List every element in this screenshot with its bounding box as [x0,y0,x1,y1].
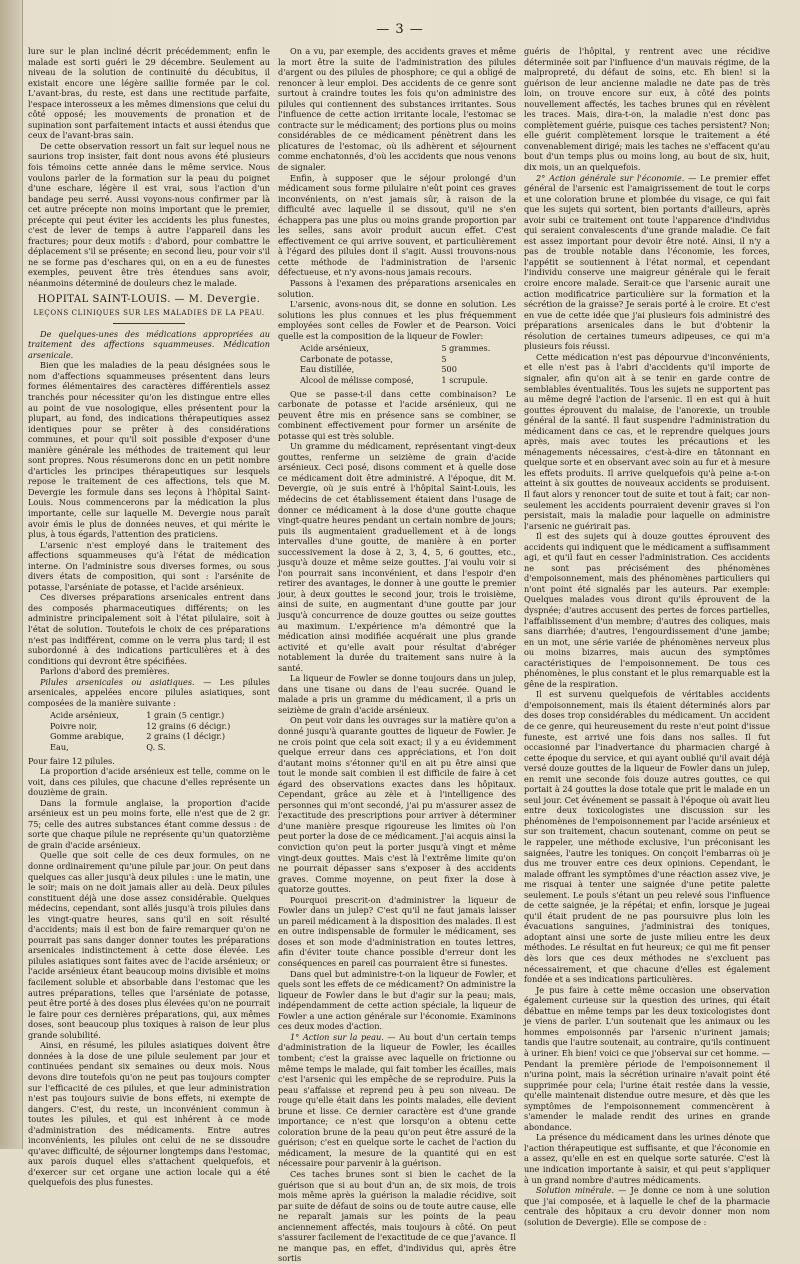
paragraph [524,173,770,352]
paragraph: Cette médication n'est pas dépourvue d'inconvénients, et elle n'est pas à l'abri d'accidents qu'il importe de signaler, afin qu'on ait à se tenir en garde contre de semblables éventualités. Tous les sujets ne supportent pas au même degré l'action de l'arsenic. Il en est qui à huit gouttes éprouvent du malaise, de l'anorexie, un trouble général de la santé. Il faut suspendre l'administration du médicament dans ce cas, et le reprendre quelques jours après, mais avec toutes les précautions et les ménagements nécessaires, c'est-à-dire en tâtonnant en quelque sorte et en observant avec soin au fur et à mesure les effets produits. Il arrive quelquefois qu'à peine a-t-on atteint à six gouttes de nouveaux accidents se produisent. Il faut alors y renoncer tout de suite et tout à fait; car non-seulement les accidents pourraient devenir graves si l'on persistait, mais la maladie pour laquelle on administre l'arsenic ne guérirait pas. [524,351,770,531]
ingredient: Acide arsénieux, [50,710,119,721]
column-2 [278,46,516,1264]
paragraph [524,1185,770,1227]
paragraph: Que se passe-t-il dans cette combinaison? Le carbonate de potasse et l'acide arsénieux, qui ne peuvent être mis en présence sans se combiner, se combinent effectivement pour former un arsénite de potasse qui est très soluble. [278,388,516,441]
page-binding-edge [0,0,23,1149]
ingredient: Eau distillée, [300,364,355,375]
paragraph: lure sur le plan incliné décrit précédemment; enfin le malade est sorti guéri le 29 décembre. Seulement au niveau de la solution de continuité du décubitus, il existait encore une légère saillie formée par le col. L'avant-bras, du reste, est dans une rectitude parfaite, l'espace interosseux a les mêmes dimensions que celui du côté opposé; les mouvements de pronation et de supination sont parfaitement intacts et aussi étendus que ceux de l'avant-bras sain. [28,46,270,141]
paragraph: Il est des sujets qui à douze gouttes éprouvent des accidents qui indiquent que le médicament a suffisamment agi, et qu'il faut en cesser l'administration. Ces accidents ne sont pas précisément des phénomènes d'empoisonnement, mais des phénomènes particuliers qui n'ont point été signalés par les auteurs. Par exemple: Quelques malades vous diront qu'ils éprouvent de la dyspnée; d'autres accusent des pertes de forces partielles, l'affaiblissement d'un membre; d'autres des coliques, mais sans diarrhée; d'autres, l'engourdissement d'une jambe; en un mot, une série variée de phénomènes nerveux plus ou moins bizarres, mais aucun des symptômes caractéristiques de l'empoisonnement. De tous ces phénomènes, le plus constant et le plus remarquable est la gêne de la respiration. [524,531,770,689]
quantity: 2 grains (1 décigr.) [146,731,226,742]
ingredient: Gomme arabique, [50,731,124,742]
paragraph: Dans la formule anglaise, la proportion d'acide arsénieux est un peu moins forte, elle n'est que de 2 gr. 75; celle des autres substances étant comme dessus : de sorte que chaque pilule ne représente qu'un quatorzième de grain d'acide arsénieux. [28,797,270,850]
paragraph: Ces diverses préparations arsenicales entrent dans des composés pharmaceutiques différents; on les administre principalement soit à l'état pilulaire, soit à l'état de solution. Toutefois le choix de ces préparations n'est pas indifférent, comme on le verra plus tard; il est subordonné à des indications particulières et à des conditions qui devront être spécifiées. [28,592,270,666]
section-lead: Pilules arsenicales ou asiatiques. [40,676,195,687]
paragraph: Ces taches brunes sont si bien le cachet de la guérison que si au bout d'un an, de six mois, de trois mois même après la guérison la maladie récidive, soit par suite de défaut de soins ou de toute autre cause, elle ne reparaît jamais sur les points de la peau anciennement affectés, mais toujours à côté. On peut s'assurer facilement de l'exactitude de ce que j'avance. Il ne manque pas, en effet, d'individus qui, après être sortis [278,1168,516,1264]
divider [113,323,186,324]
page-number: — 3 — [376,22,424,37]
paragraph: L'arsenic n'est employé dans le traitement des affections squammeuses qu'à l'état de médication interne. On l'administre sous diverses formes, ou sous divers états de composition, qui sont : l'arsénite de potasse, l'arséniate de potasse, et l'acide arsénieux. [28,539,270,592]
quantity: 500 [441,364,457,375]
column-3 [524,46,770,1227]
paragraph [28,677,270,709]
paragraph: De cette observation ressort un fait sur lequel nous ne saurions trop insister, fait dont nous avons été plusieurs fois témoins cette année dans le même service. Nous voulons parler de la formation sur la peau du poignet d'une eschare, légère il est vrai, sous l'action d'un bandage peu serré. Aussi voyons-nous confirmer par là cet autre précepte non moins important que le premier, précepte qui peut éviter les accidents les plus funestes, c'est de lever de temps à autre l'appareil dans les fractures; pour deux motifs : d'abord, pour combattre le déplacement s'il se présente; en second lieu, pour voir s'il ne se forme pas d'eschares qui, on en a eu de funestes exemples, peuvent être très étendues sans avoir, néanmoins déterminé de douleurs chez le malade. [28,140,270,289]
paragraph: La liqueur de Fowler se donne toujours dans un julep, dans une tisane ou dans de l'eau sucrée. Quand le malade a pris un gramme du médicament, il a pris un seizième de grain d'acide arsénieux. [278,673,516,715]
section-lead: Solution minérale. [536,1185,615,1196]
recipe-table [50,710,256,752]
section-text: — Je donne ce nom à une solution que j'ai composée, et à laquelle le chef de la pharmacie centrale des hôpitaux a cru devoir donner mon nom (solution de Devergie). Elle se compose de : [524,1185,770,1227]
paragraph: La présence du médicament dans les urines dénote que l'action thérapeutique est suffisante, et que l'économie en a assez, qu'elle en est en quelque sorte saturée. C'est là une indication importante à saisir, et qui peut s'appliquer à un grand nombre d'autres médicaments. [524,1132,770,1185]
ingredient: Carbonate de potasse, [300,353,394,364]
paragraph: Un gramme du médicament, représentant vingt-deux gouttes, renferme un seizième de grain d'acide arsénieux. Ceci posé, disons comment et à quelle dose ce médicament doit être administré. A l'époque, dit M. Devergie, où je suis entré à l'hôpital Saint-Louis, les médecins de cet établissement étaient dans l'usage de donner ce médicament à la dose d'une goutte chaque vingt-quatre heures pendant un certain nombre de jours; puis ils augmentaient graduellement et à de longs intervalles d'une goutte, de manière à en porter successivement la dose à 2, 3, 4, 5, 6 gouttes, etc., jusqu'à douze et même seize gouttes. J'ai voulu voir si l'on pourrait sans inconvénient, et dans l'espoir d'en retirer des avantages, le donner à une goutte le premier jour, à deux gouttes le second jour, trois le troisième, ainsi de suite, en augmentant d'une goutte par jour jusqu'à concurrence de douze gouttes ou seize gouttes au maximum. L'expérience m'a démontré que la médication ainsi modifiée acquérait une plus grande activité et qu'elle avait pour résultat d'abréger notablement la durée du traitement sans nuire à la santé. [278,441,516,673]
section-text: — Les pilules arsenicales, appelées encore pilules asiatiques, sont composées de la manière suivante : [28,676,270,708]
recipe-row [50,731,256,742]
quantity: 1 scrupule. [441,374,488,385]
paragraph: Pourquoi prescrit-on d'administrer la liqueur de Fowler dans un julep? C'est qu'il ne faut jamais laisser un pareil médicament à la disposition des malades. Il est en outre indispensable de formuler le médicament, ses doses et son mode d'administration en toutes lettres, afin d'éviter toute chance possible d'erreur dont les conséquences en pareil cas pourraient être si funestes. [278,894,516,969]
paragraph: guéris de l'hôpital, y rentrent avec une récidive déterminée soit par l'influence d'un mauvais régime, de la malpropreté, du défaut de soins, etc. Eh bien! si la guérison de leur ancienne maladie ne date pas de très loin, on trouve encore sur eux, à côté des points nouvellement affectés, les taches brunes qui en révèlent les traces. Mais, dira-t-on, la maladie n'est donc pas complètement guérie, puisque ces taches persistent? Non; elle guérit complètement lorsque le traitement a été convenablement dirigé; mais les taches ne s'effacent qu'au bout d'un temps plus ou moins long, au bout de six, huit, dix mois, un an quelquefois. [524,46,770,173]
ingredient: Acide arsénieux, [300,343,369,354]
paragraph: Bien que les maladies de la peau désignées sous le nom d'affections squammeuses présentent dans leurs formes élémentaires des caractères différentiels assez tranchés pour nécessiter qu'on les distingue entre elles au point de vue nosologique, elles présentent pour la plupart, au fond, des indications thérapeutiques assez identiques pour se prêter à des considérations communes, et pour qu'il soit possible d'exposer d'une manière générale les méthodes de traitement qui leur sont propres. Nous résumerons donc en un petit nombre d'articles les principes thérapeutiques sur lesquels repose le traitement de ces affections, tels que M. Devergie les formule dans ses leçons à l'hôpital Saint-Louis. Nous commencerons par la médication la plus importante, celle sur laquelle M. Devergie nous paraît avoir émis le plus de données neuves, et qui mérite le plus, à tous égards, l'attention des praticiens. [28,360,270,540]
paragraph: Enfin, à supposer que le séjour prolongé d'un médicament sous forme pilulaire n'eût point ces graves inconvénients, on n'est jamais sûr, à raison de la difficulté avec laquelle il se dissout, qu'il ne s'en échappera pas une plus ou moins grande proportion par les selles, sans avoir produit aucun effet. C'est effectivement ce qui arrive souvent, et particulièrement à l'égard des pilules dont il s'agit. Aussi trouvons-nous cette méthode de l'administration de l'arsenic défectueuse, et n'y avons-nous jamais recours. [278,172,516,278]
paragraph: Parlons d'abord des premières. [40,666,170,677]
paragraph: Quelle que soit celle de ces deux formules, on ne donne ordinairement qu'une pilule par jour. On peut dans quelques cas aller jusqu'à deux pilules : une le matin, une le soir; mais on ne doit jamais aller au delà. Deux pilules constituent déjà une dose assez considérable. Quelques médecins, cependant, sont allés jusqu'à trois pilules dans les vingt-quatre heures, sans qu'il en soit résulté d'accidents; mais il est bon de faire remarquer qu'on ne pourrait pas sans danger donner toutes les préparations arsenicales indistinctement à cette dose élevée. Les pilules asiatiques sont faites avec de l'acide arsénieux; or l'acide arsénieux étant beaucoup moins divisible et moins facilement soluble et absorbable dans l'estomac que les autres préparations, telles que l'arséniate de potasse, peut être porté à des doses plus élevées qu'on ne pourrait le faire pour ces dernières préparations, qui, aux mêmes doses, sont beaucoup plus toxiques à raison de leur plus grande solubilité. [28,850,270,1040]
recipe-row [50,742,256,753]
column-1 [28,46,270,1188]
recipe-row [50,721,256,732]
section-lead: 2° Action générale sur l'économie. [536,172,685,183]
paragraph: Dans quel but administre-t-on la liqueur de Fowler, et quels sont les effets de ce médicament? On administre la liqueur de Fowler dans le but d'agir sur la peau; mais, indépendamment de cette action spéciale, la liqueur de Fowler a une action générale sur l'économie. Examinons ces deux modes d'action. [278,968,516,1032]
section-text: — Le premier effet général de l'arsenic est l'amaigrissement de tout le corps et une coloration brune et plombée du visage, ce qui fait que les sujets qui sortent, bien portants d'ailleurs, après avoir subi ce traitement ont toute l'apparence d'individus qui seraient convalescents d'une grande maladie. Ce fait est assez important pour devoir être noté. Ainsi, il n'y a pas de trouble notable dans l'économie, les forces, l'appétit se soutiennent à l'état normal, et cependant l'individu conserve une maigreur générale qui le ferait croire encore malade. Serait-ce que l'arsenic aurait une action modificatrice particulière sur la formation et la sécrétion de la graisse? Je serais porté à le croire. Et c'est en vue de cette idée que j'ai plusieurs fois administré des préparations arsenicales dans le but d'obtenir la résolution de certaines tumeurs adipeuses, ce qui m'a plusieurs fois réussi. [524,172,770,352]
paragraph: Je pus faire à cette même occasion une observation également curieuse sur la question des urines, qui était débattue en même temps par les deux toxicologistes dont je viens de parler. L'un soutenait que les animaux ou les hommes empoisonnés par l'arsenic n'urinent jamais; tandis que l'autre soutenait, au contraire, qu'ils continuent à uriner. Eh bien! voici ce que j'observai sur cet homme. — Pendant la première période de l'empoisonnement il n'urina point, mais la sécrétion urinaire n'avait point été supprimée pour cela; l'urine était restée dans la vessie, qu'elle maintenait distendue outre mesure, et dès que les symptômes de l'empoisonnement commencèrent à s'amender le malade rendit des urines en grande abondance. [524,984,770,1132]
paragraph: Il est survenu quelquefois de véritables accidents d'empoisonnement, mais ils étaient déterminés alors par des doses trop considérables du médicament. Un accident de ce genre, qui heureusement du reste n'eut point d'issue funeste, est arrivé une fois dans nos salles. Il fut occasionné par l'inadvertance du pharmacien chargé à cette époque du service, et qui ayant oublié qu'il avait déjà versé douze gouttes de la liqueur de Fowler dans un julep, en remit une seconde fois douze autres gouttes, ce qui portait à 24 gouttes la dose totale que prit le malade en un seul jour. Cet événement se passait à l'époque où avait lieu entre deux toxicologistes une discussion sur les phénomènes de l'empoisonnement par l'acide arsénieux et sur son traitement, chacun soutenant, comme on peut se le rappeler, une méthode exclusive, l'un préconisant les saignées, l'autre les toniques. On conçoit l'embarras où je dus me trouver entre ces deux opinions. Cependant, le malade offrant les symptômes d'une réaction assez vive, je me risquai à tenter une saignée d'une petite palette seulement. Le pouls s'étant un peu relevé sous l'influence de cette saignée, je la répétai; et enfin, lorsque je jugeai qu'il était prudent de ne pas poursuivre plus loin les évacuations sanguines, j'administrai des toniques, adoptant ainsi une sorte de juste milieu entre les deux méthodes. Le résultat en fut heureux; ce qui me fit penser dès lors que ces deux méthodes ne s'excluent pas nécessairement, et que chacune d'elles est également fondée et a ses indications particulières. [524,689,770,985]
quantity: 5 grammes. [441,343,491,354]
paragraph: Passons à l'examen des préparations arsenicales en solution. [278,278,516,299]
recipe-table [300,343,502,385]
recipe-row [300,375,502,386]
paragraph: L'arsenic, avons-nous dit, se donne en solution. Les solutions les plus connues et les plus fréquemment employées sont celles de Fowler et de Pearson. Voici quelle est la composition de la liqueur de Fowler: [278,299,516,341]
section-text: — Au bout d'un certain temps d'administration de la liqueur de Fowler, les écailles tombent; c'est la graisse avec laquelle on frictionne ou même temps le malade, qui fait tomber les écailles, mais c'est l'arsenic qui les empêche de se reproduire. Puis la peau s'affaisse et reprend peu à peu son niveau. De rouge qu'elle était dans les points malades, elle devient brune et lisse. Ce dernier caractère est d'une grande importance; ce n'est que lorsqu'on a obtenu cette coloration brune de la peau qu'on peut être assuré de la guérison; c'est en quelque sorte le cachet de l'action du médicament, la mesure de la quantité qui en est nécessaire pour parvenir à la guérison. [278,1031,516,1169]
section-lead: 1° Action sur la peau. [290,1031,384,1042]
paragraph [278,1032,516,1169]
quantity: 5 [441,353,447,364]
paragraph: Pour faire 12 pilules. [28,755,115,766]
ingredient: Eau, [50,742,69,752]
ingredient: Alcool de mélisse composé, [300,374,414,385]
recipe-row [300,343,502,354]
ingredient: Poivre noir, [50,720,98,731]
hospital-heading: HOPITAL SAINT-LOUIS. — M. Devergie. [37,293,261,305]
subject-line: De quelques-unes des médications appropriées au traitement des affections squammeuses. Médication arsenicale. [28,328,270,360]
paragraph: On peut voir dans les ouvrages sur la matière qu'on a donné jusqu'à quarante gouttes de liqueur de Fowler. Je ne crois point que cela soit exact; il y a eu évidemment quelque erreur dans ces appréciations, et l'on doit d'autant moins s'étonner qu'il en ait pu être ainsi que tout le monde sait combien il est difficile de faire à cet égard des observations exactes dans les hôpitaux. Cependant, grâce au zèle et à l'intelligence des personnes qui m'ont secondé, j'ai pu m'assurer assez de l'exactitude des prescriptions pour arriver à déterminer d'une manière presque rigoureuse les limites où l'on peut porter la dose de ce médicament. J'ai acquis ainsi la conviction qu'on peut la porter jusqu'à vingt et même vingt-deux gouttes. Mais c'est là l'extrême limite qu'on ne pourrait dépasser sans s'exposer à des accidents graves. Comme moyenne, on peut fixer la dose à quatorze gouttes. [278,715,516,895]
paragraph: Ainsi, en résumé, les pilules asiatiques doivent être données à la dose de une pilule seulement par jour et continuées pendant six semaines ou deux mois. Nous devons dire toutefois qu'on ne peut pas toujours compter sur l'efficacité de ces pilules, et que leur administration n'est pas toujours suivie de bons effets, ni exempte de dangers. C'est, du reste, un inconvénient commun à toutes les pilules, et qui est inhérent à ce mode d'administration des médicaments. Entre autres inconvénients, les pilules ont celui de ne se dissoudre qu'avec difficulté, de séjourner longtemps dans l'estomac, aux parois duquel elles s'attachent quelquefois, et d'exercer sur cet organe une action locale qui a été quelquefois des plus funestes. [28,1040,270,1188]
recipe-row [300,354,502,365]
quantity: 12 grains (6 décigr.) [146,720,231,731]
paragraph: On a vu, par exemple, des accidents graves et même la mort être la suite de l'administration des pilules d'argent ou des pilules de phosphore; ce qui a obligé de renoncer à leur emploi. Des accidents de ce genre sont surtout à craindre toutes les fois qu'on administre des pilules qui contiennent des substances irritantes. Sous l'influence de cette action irritante locale, l'estomac se contracte sur le médicament; des portions plus ou moins considérables de ce médicament pénètrent dans les plicatures de l'estomac, où ils adhèrent et séjournent comme enchatonnés, d'où les accidents que nous venons de signaler. [278,46,516,173]
recipe-row [300,364,502,375]
quantity: Q. S. [146,742,166,752]
quantity: 1 grain (5 centigr.) [146,710,225,721]
paragraph: La proportion d'acide arsénieux est telle, comme on le voit, dans ces pilules, que chacune d'elles représente un douzième de grain. [28,766,270,798]
recipe-row [50,710,256,721]
lessons-subheading: LEÇONS CLINIQUES SUR LES MALADIES DE LA PEAU. [33,309,265,318]
